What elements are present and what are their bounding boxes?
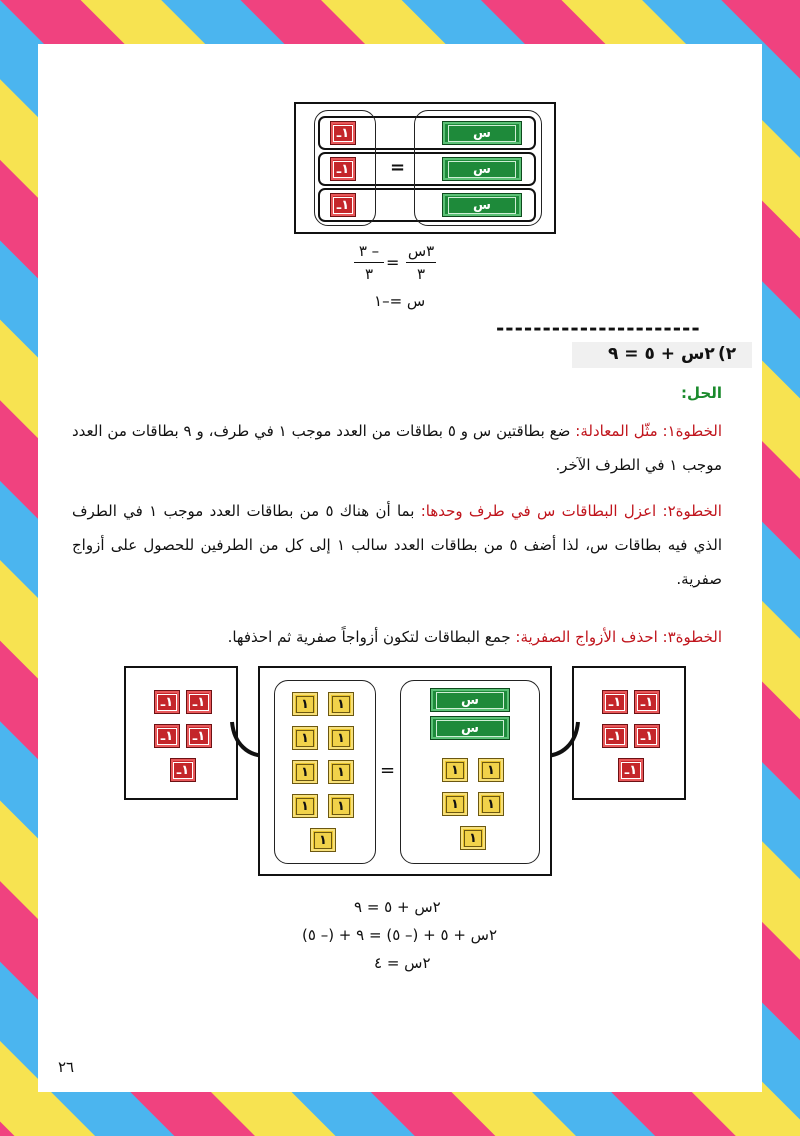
- problem-equation: ٢س + ٥ = ٩: [608, 344, 715, 364]
- negative-one-tile: ١ـ: [634, 690, 660, 714]
- negative-one-tile: ١ـ: [154, 724, 180, 748]
- problem-number: ٢): [718, 344, 737, 364]
- equation-2-line-3: ٢س = ٤: [374, 954, 431, 972]
- positive-one-tile: ١: [292, 760, 318, 784]
- denominator: ٣: [364, 265, 374, 283]
- page-number: ٢٦: [58, 1058, 75, 1076]
- positive-one-tile: ١: [292, 692, 318, 716]
- positive-one-tile: ١: [442, 758, 468, 782]
- negative-tiles-right-box: [572, 666, 686, 800]
- positive-one-tile: ١: [292, 726, 318, 750]
- step-3-paragraph: [72, 620, 722, 654]
- page-content: [38, 44, 762, 1092]
- positive-one-tile: ١: [328, 692, 354, 716]
- positive-one-tile: ١: [310, 828, 336, 852]
- step-1-paragraph: [72, 414, 722, 482]
- negative-one-tile: ١ـ: [634, 724, 660, 748]
- negative-one-tile: ١ـ: [186, 724, 212, 748]
- figure-1-tiles: [294, 102, 556, 234]
- negative-one-tile: ١ـ: [618, 758, 644, 782]
- fraction-left: [406, 242, 436, 283]
- equation-2-line-2: ٢س + ٥ + (– ٥) = ٩ + (– ٥): [302, 926, 498, 944]
- negative-one-tile: ١ـ: [330, 121, 356, 145]
- x-tile: س: [442, 157, 522, 181]
- equals-sign: =: [386, 253, 400, 272]
- negative-one-tile: ١ـ: [330, 193, 356, 217]
- step-1-text: ضع بطاقتين س و ٥ بطاقات من العدد موجب ١ في طرف، و ٩ بطاقات من العدد موجب ١ في الطرف الآخر.: [72, 422, 722, 474]
- equals-sign: =: [380, 760, 396, 781]
- numerator: ٣س: [407, 242, 435, 260]
- negative-tiles-left-box: [124, 666, 238, 800]
- fraction-right: [354, 242, 384, 283]
- negative-one-tile: ١ـ: [186, 690, 212, 714]
- negative-one-tile: ١ـ: [154, 690, 180, 714]
- figure-2-equation-mat: [258, 666, 552, 876]
- positive-one-tile: ١: [328, 726, 354, 750]
- denominator: ٣: [416, 265, 426, 283]
- x-tile: س: [430, 716, 510, 740]
- step-3-text: جمع البطاقات لتكون أزواجاً صفرية ثم احذفها.: [227, 628, 511, 646]
- step-1-label: الخطوة١: مثّل المعادلة:: [575, 422, 722, 440]
- equals-sign: =: [390, 157, 406, 178]
- positive-one-tile: ١: [292, 794, 318, 818]
- step-2-paragraph: [72, 494, 722, 596]
- x-tile: س: [442, 121, 522, 145]
- solution-label: الحل:: [681, 384, 722, 402]
- negative-one-tile: ١ـ: [602, 690, 628, 714]
- negative-one-tile: ١ـ: [602, 724, 628, 748]
- numerator: ٣ –: [358, 242, 380, 260]
- step-2-text: بما أن هناك ٥ من بطاقات العدد موجب ١ في الطرف الذي فيه بطاقات س، لذا أضف ٥ من بطاقات العدد سالب ١ إلى كل من الطرفين للحصول على أزواج صفرية.: [72, 502, 722, 588]
- separator-line: ----------------------: [496, 316, 701, 340]
- negative-one-tile: ١ـ: [170, 758, 196, 782]
- positive-one-tile: ١: [478, 758, 504, 782]
- positive-one-tile: ١: [328, 794, 354, 818]
- positive-one-tile: ١: [478, 792, 504, 816]
- equation-1-result: س =–١: [374, 292, 426, 310]
- x-tile: س: [442, 193, 522, 217]
- step-3-label: الخطوة٣: احذف الأزواج الصفرية:: [515, 628, 722, 646]
- negative-one-tile: ١ـ: [330, 157, 356, 181]
- positive-one-tile: ١: [442, 792, 468, 816]
- positive-one-tile: ١: [328, 760, 354, 784]
- step-2-label: الخطوة٢: اعزل البطاقات س في طرف وحدها:: [420, 502, 722, 520]
- equation-2-line-1: ٢س + ٥ = ٩: [354, 898, 441, 916]
- positive-one-tile: ١: [460, 826, 486, 850]
- x-tile: س: [430, 688, 510, 712]
